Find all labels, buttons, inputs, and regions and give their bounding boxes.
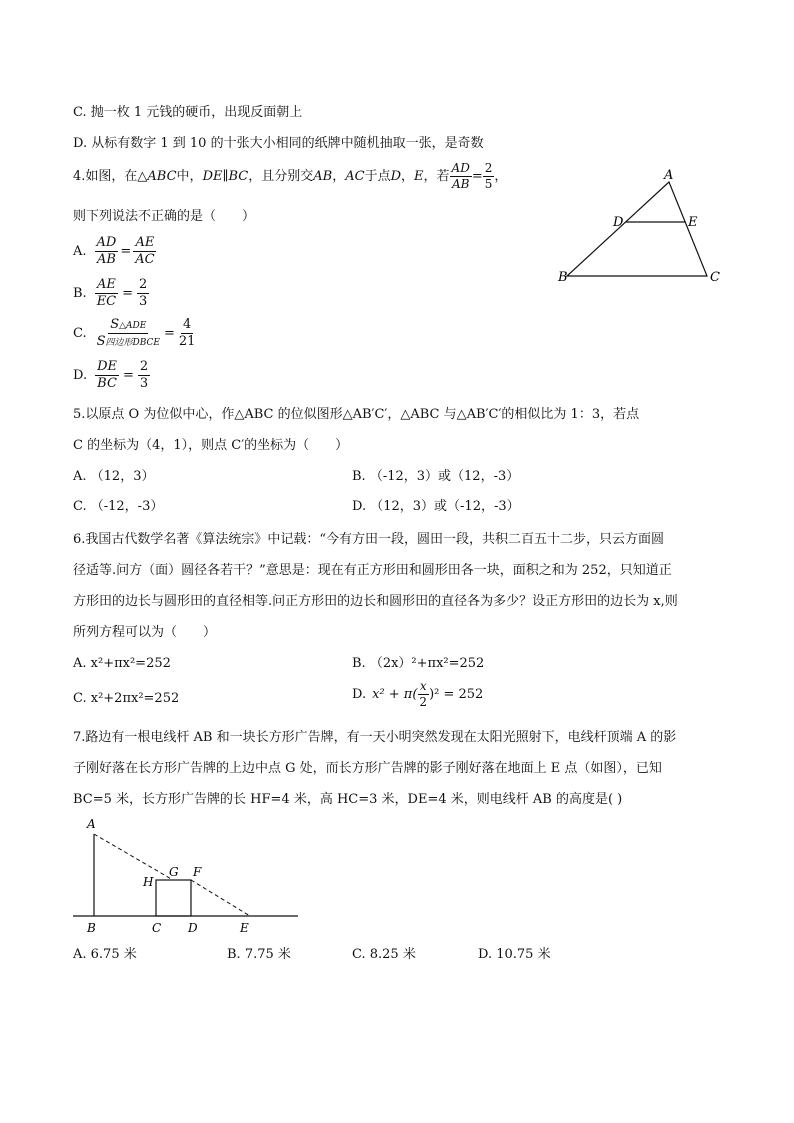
fig7-label-e: E <box>240 921 249 935</box>
q6-d-num: x <box>419 679 427 693</box>
q6-option-d-label: D. <box>352 686 367 702</box>
q6-option-c: C. x²+2πx²=252 <box>73 691 180 706</box>
q4-equals: = <box>471 168 483 184</box>
q6-line-2: 径适等.问方（面）圆径各若干？”意思是：现在有正方形田和圆形田各一块，面积之和为 252，只知道正 <box>73 563 672 578</box>
q4-d-n1: DE <box>97 359 118 374</box>
q4-cond-den: AB <box>451 176 470 191</box>
q4-d-n2: 2 <box>139 359 149 374</box>
q5-line-1: 5.以原点 O 为位似中心，作△ABC 的位似图形△AB′C′，△ABC 与△AB′C′的相似比为 1：3，若点 <box>73 407 640 422</box>
q4-c-d1: S <box>96 333 106 349</box>
q4-c-eq: = <box>163 325 175 341</box>
q5-option-b: B. （-12，3）或（12，-3） <box>352 469 520 484</box>
q4-parallel-condition: DE∥BC <box>202 168 249 184</box>
fig7-label-a: A <box>87 817 96 831</box>
q4-if: ，若 <box>423 168 450 184</box>
q4-option-a-label: A. <box>73 243 87 259</box>
q4-b-frac-right <box>137 278 149 308</box>
q4-a-n1: AD <box>96 235 117 250</box>
q4-d-d2: 3 <box>139 375 149 391</box>
q4-a-n2: AE <box>135 235 155 250</box>
q4-d-eq: = <box>123 367 134 383</box>
q7-option-a: A. 6.75 米 <box>73 947 137 962</box>
q6-line-3: 方形田的边长与圆形田的直径相等.问正方形田的边长和圆形田的直径各为多少？设正方形田的边长为 x,则 <box>73 594 678 609</box>
q4-side-ac: AC <box>345 168 365 184</box>
q4-b-eq: = <box>122 285 134 301</box>
q4-comma-2: ， <box>401 168 415 184</box>
billboard-rect <box>156 880 191 916</box>
q6-option-a: A. x²+πx²=252 <box>73 656 171 671</box>
q4-ratio-num: 2 <box>484 161 493 175</box>
q7-option-d: D. 10.75 米 <box>478 947 551 962</box>
q4-d-d1: BC <box>97 375 117 391</box>
q5-option-d: D. （12，3）或（-12，-3） <box>352 499 520 514</box>
q6-option-b: B. （2x）²+πx²=252 <box>352 656 485 671</box>
q4-c-n1-sub: △ADE <box>119 321 147 331</box>
q5-option-c: C. （-12，-3） <box>73 499 164 514</box>
q4-comma: ， <box>332 168 346 184</box>
q4-cond-num: AD <box>451 161 470 175</box>
q4-a-d2: AC <box>135 251 155 267</box>
q4-c-n2: 4 <box>183 317 192 332</box>
q6-line-1: 6.我国古代数学名著《算法统宗》中记载：“今有方田一段，圆田一段，共积二百五十二步，只云方面圆 <box>73 532 665 547</box>
sun-ray-fe <box>191 880 250 916</box>
fig7-label-c: C <box>152 921 162 935</box>
q4-ratio-den: 5 <box>484 176 493 191</box>
q4-b-d2: 3 <box>139 293 148 309</box>
q4-point-e: E <box>414 168 424 184</box>
q7-shadow-figure <box>70 816 310 938</box>
fig4-label-c: C <box>710 270 720 285</box>
fig7-label-b: B <box>87 921 96 935</box>
fig7-label-f: F <box>193 865 202 879</box>
q4-stem-mid: ，且分别交 <box>248 168 314 184</box>
q4-point-d: D <box>390 168 402 184</box>
q4-c-n1: S <box>110 317 120 332</box>
q4-a-d1: AB <box>96 251 116 267</box>
fig7-label-h: H <box>143 875 154 889</box>
sun-ray-ag <box>94 834 173 880</box>
q4-b-d1: EC <box>96 293 117 309</box>
q4-b-n2: 2 <box>139 277 148 292</box>
q4-option-d <box>73 360 150 390</box>
q4-stem-prefix: 4.如图，在△ <box>73 168 148 184</box>
q6-d-pre: x² + π( <box>372 686 418 702</box>
q4-ratio-fraction <box>483 162 495 190</box>
q4-option-c-label: C. <box>73 325 87 341</box>
fig4-label-b: B <box>558 270 568 285</box>
fig4-label-e: E <box>688 215 698 230</box>
q7-line-3: BC=5 米，长方形广告牌的长 HF=4 米，高 HC=3 米，DE=4 米，则电线杆 AB 的高度是( ) <box>73 792 623 807</box>
q4-c-frac-right <box>177 318 198 348</box>
q4-option-a <box>73 236 157 266</box>
q4-b-frac-left <box>95 278 118 308</box>
q4-condition-fraction <box>450 162 472 190</box>
fig4-label-a: A <box>664 168 674 183</box>
q4-tail: ， <box>494 168 508 184</box>
q4-option-d-label: D. <box>73 367 88 383</box>
q4-option-b-label: B. <box>73 285 87 301</box>
q7-option-b: B. 7.75 米 <box>227 947 291 962</box>
fig7-label-d: D <box>188 921 198 935</box>
fig4-label-d: D <box>613 215 624 230</box>
q4-c-d1-sub: 四边形DBCE <box>105 337 160 348</box>
q4-option-b <box>73 278 149 308</box>
q4-triangle-figure <box>552 166 732 290</box>
q4-at-points: 于点 <box>364 168 391 184</box>
q5-option-a: A. （12，3） <box>73 469 155 484</box>
q4-a-frac-right <box>133 236 156 266</box>
q4-c-num <box>108 318 148 334</box>
q6-d-post: )² = 252 <box>429 686 484 702</box>
q6-d-fraction <box>417 680 429 708</box>
q4-question: 则下列说法不正确的是（ ） <box>73 209 256 224</box>
q3-option-c: C. 抛一枚 1 元钱的硬币，出现反面朝上 <box>73 105 303 120</box>
fig7-label-g: G <box>169 865 179 879</box>
q7-line-2: 子刚好落在长方形广告牌的上边中点 G 处，而长方形广告牌的影子刚好落在地面上 E 点（如图），已知 <box>73 761 662 776</box>
q6-line-4: 所列方程可以为（ ） <box>73 625 217 640</box>
q4-side-ab: AB <box>313 168 333 184</box>
q6-d-den: 2 <box>419 694 428 709</box>
q3-option-d: D. 从标有数字 1 到 10 的十张大小相同的纸牌中随机抽取一张，是奇数 <box>73 136 484 151</box>
q4-a-frac-left <box>95 236 119 266</box>
q4-a-eq: = <box>120 243 132 259</box>
triangle-abc <box>567 182 707 276</box>
q4-c-d2: 21 <box>178 333 196 349</box>
q4-d-frac-right <box>138 360 150 390</box>
q5-line-2: C 的坐标为（4，1），则点 C′的坐标为（ ） <box>73 438 349 453</box>
q4-c-frac-left <box>95 318 162 348</box>
q4-option-c <box>73 318 197 348</box>
q4-c-den <box>95 334 162 349</box>
q4-triangle-name: ABC <box>147 168 177 184</box>
q4-b-n1: AE <box>96 277 116 292</box>
q7-line-1: 7.路边有一根电线杆 AB 和一块长方形广告牌，有一天小明突然发现在太阳光照射下，电线杆顶端 A 的影 <box>73 730 677 745</box>
q6-option-d <box>352 680 483 708</box>
q4-d-frac-left <box>95 360 119 390</box>
q4-stem-in: 中， <box>176 168 203 184</box>
q4-stem <box>73 162 507 190</box>
q7-option-c: C. 8.25 米 <box>352 947 416 962</box>
